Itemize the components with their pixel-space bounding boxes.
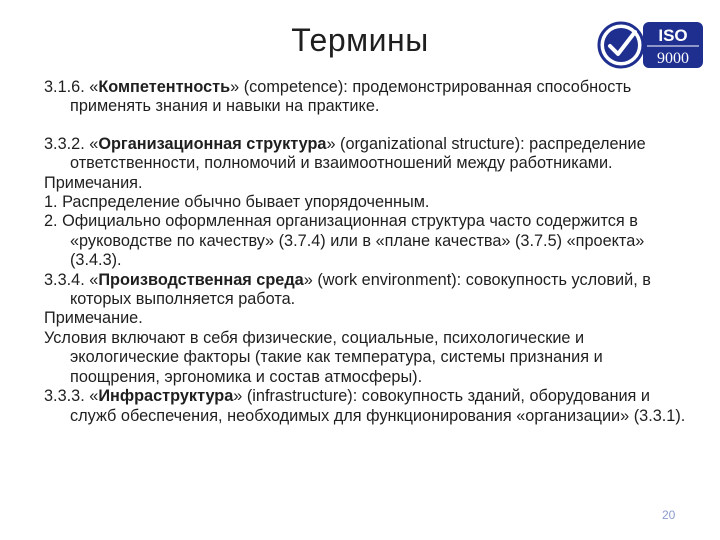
logo-bottom-text: 9000	[657, 50, 689, 67]
terms-body	[44, 78, 694, 426]
iso-9000-logo	[597, 17, 705, 73]
note-item: 1. Распределение обычно бывает упорядоченным.	[44, 193, 430, 212]
term-paragraph: 3.3.2. «Организационная структура» (organizational structure): распределение ответственности, полномочий и взаимоотношений между работниками.	[44, 134, 646, 173]
note-item: Условия включают в себя физические, социальные, психологические и экологические факторы (такие как температура, системы признания и поощрения, эргономика и состав атмосферы).	[44, 328, 603, 386]
slide-title: Термины	[291, 22, 429, 58]
page-number: 20	[662, 508, 676, 522]
notes-heading: Примечания.	[44, 173, 143, 192]
term-paragraph: 3.1.6. «Компетентность» (competence): продемонстрированная способность применять знания и навыки на практике.	[44, 78, 632, 116]
notes-heading: Примечание.	[44, 309, 143, 328]
logo-top-text: ISO	[658, 26, 688, 45]
term-paragraph: 3.3.4. «Производственная среда» (work environment): совокупность условий, в которых выполняется работа.	[44, 270, 651, 309]
term-paragraph: 3.3.3. «Инфраструктура» (infrastructure): совокупность зданий, оборудования и служб обеспечения, необходимых для функционирования «организации» (3.3.1).	[44, 387, 686, 425]
note-item: 2. Официально оформленная организационная структура часто содержится в «руководстве по качеству» (3.7.4) или в «плане качества» (3.7.5) «проекта» (3.4.3).	[44, 212, 645, 270]
